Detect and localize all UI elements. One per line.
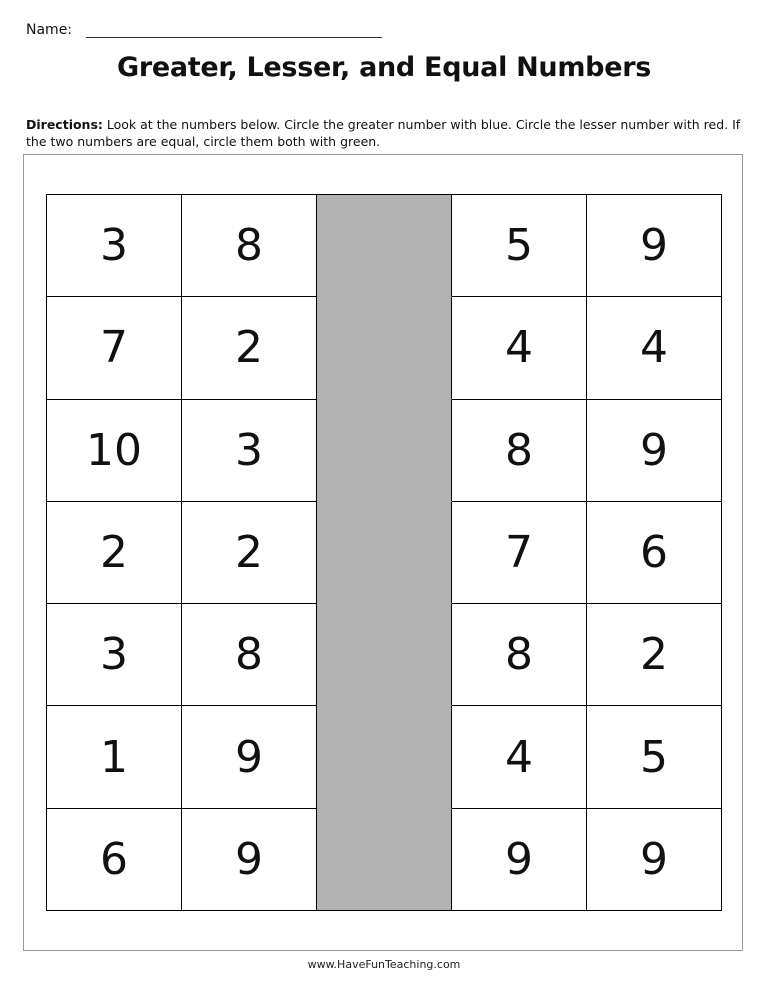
- number-cell[interactable]: 8: [452, 604, 587, 706]
- number-cell[interactable]: 9: [587, 195, 722, 297]
- number-cell[interactable]: 1: [47, 706, 182, 808]
- gray-divider-cell: [317, 400, 452, 502]
- footer-url: www.HaveFunTeaching.com: [307, 958, 461, 971]
- number-cell[interactable]: 7: [452, 502, 587, 604]
- gray-divider-cell: [317, 604, 452, 706]
- number-cell[interactable]: 3: [47, 604, 182, 706]
- number-cell[interactable]: 8: [452, 400, 587, 502]
- number-cell[interactable]: 8: [182, 604, 317, 706]
- number-cell[interactable]: 3: [182, 400, 317, 502]
- gray-divider-cell: [317, 502, 452, 604]
- gray-divider-cell: [317, 706, 452, 808]
- number-cell[interactable]: 8: [182, 195, 317, 297]
- number-cell[interactable]: 4: [452, 297, 587, 399]
- directions: [26, 116, 742, 150]
- number-cell[interactable]: 7: [47, 297, 182, 399]
- gray-divider-cell: [317, 195, 452, 297]
- number-cell[interactable]: 10: [47, 400, 182, 502]
- number-cell[interactable]: 2: [587, 604, 722, 706]
- gray-divider-cell: [317, 297, 452, 399]
- name-line[interactable]: [86, 23, 382, 38]
- number-cell[interactable]: 9: [182, 809, 317, 911]
- number-cell[interactable]: 2: [182, 502, 317, 604]
- name-row: [26, 22, 382, 38]
- number-cell[interactable]: 9: [452, 809, 587, 911]
- number-cell[interactable]: 3: [47, 195, 182, 297]
- number-cell[interactable]: 6: [47, 809, 182, 911]
- number-cell[interactable]: 2: [47, 502, 182, 604]
- directions-label: Directions:: [26, 117, 103, 132]
- number-cell[interactable]: 9: [587, 400, 722, 502]
- gray-divider-cell: [317, 809, 452, 911]
- number-cell[interactable]: 6: [587, 502, 722, 604]
- page-title: Greater, Lesser, and Equal Numbers: [116, 52, 652, 83]
- number-cell[interactable]: 9: [182, 706, 317, 808]
- number-cell[interactable]: 4: [452, 706, 587, 808]
- number-grid: [46, 194, 722, 911]
- number-cell[interactable]: 4: [587, 297, 722, 399]
- number-cell[interactable]: 5: [452, 195, 587, 297]
- number-cell[interactable]: 2: [182, 297, 317, 399]
- number-cell[interactable]: 9: [587, 809, 722, 911]
- directions-text: Look at the numbers below. Circle the greater number with blue. Circle the lesser number with red. If the two numbers are equal, circle them both with green.: [26, 117, 741, 149]
- name-label: Name:: [26, 22, 73, 38]
- number-cell[interactable]: 5: [587, 706, 722, 808]
